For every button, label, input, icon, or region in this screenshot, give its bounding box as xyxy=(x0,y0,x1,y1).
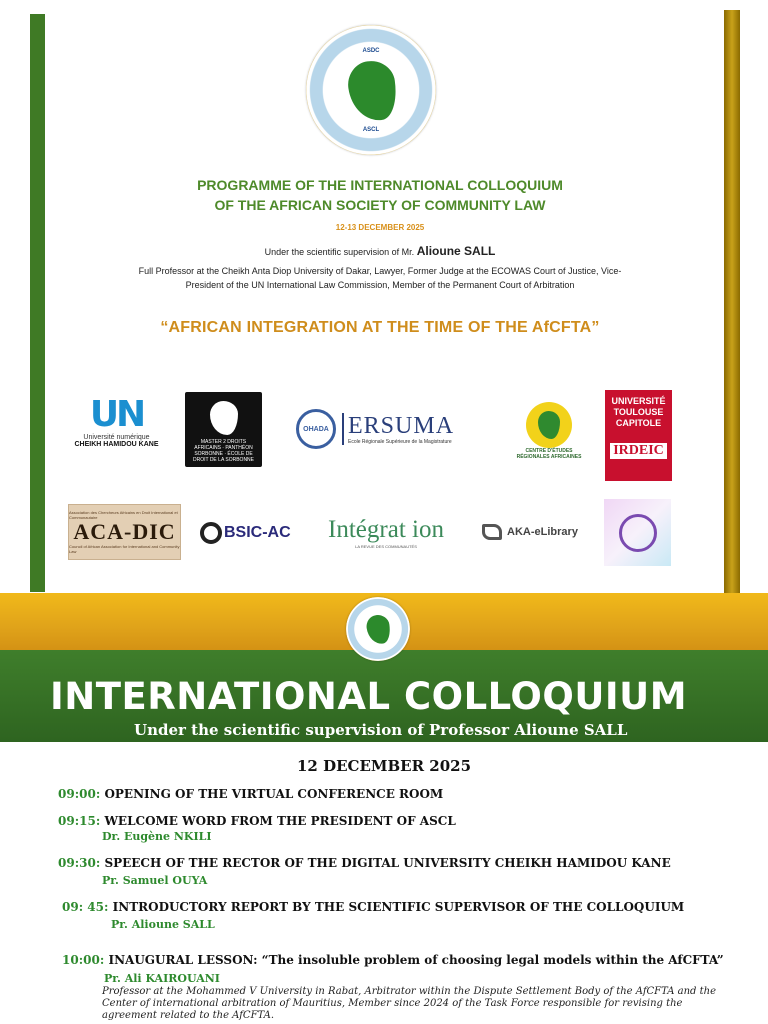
item-title: OPENING OF THE VIRTUAL CONFERENCE ROOM xyxy=(104,787,444,801)
bio-line2: President of the UN International Law Commission, Member of the Permanent Court of Arbitration xyxy=(185,280,575,290)
magnifier-icon xyxy=(200,522,222,544)
aka-elibrary-logo xyxy=(478,518,582,546)
ersuma-subtitle: Ecole Régionale Supérieure de la Magistrature xyxy=(348,439,452,445)
supervisor-name: Alioune SALL xyxy=(416,244,496,258)
toulouse-capitole-logo xyxy=(605,390,672,481)
ohada-ersuma-logo xyxy=(288,405,488,453)
cera-logo-text: CENTRE D'ÉTUDES RÉGIONALES AFRICAINES xyxy=(516,448,582,460)
partner-emblem-logo xyxy=(604,499,671,566)
ascl-seal-logo xyxy=(306,25,436,155)
supervisor-bio xyxy=(95,264,665,292)
item-time: 09:30: xyxy=(58,856,101,870)
colloquium-theme: “AFRICAN INTEGRATION AT THE TIME OF THE AfCFTA” xyxy=(160,319,600,336)
item-title: WELCOME WORD FROM THE PRESIDENT OF ASCL xyxy=(104,814,456,828)
integration-review-logo xyxy=(318,512,454,552)
item-time: 10:00: xyxy=(62,953,105,967)
integration-name: Intégrat ion xyxy=(328,515,444,543)
item-time: 09:00: xyxy=(58,787,101,801)
cera-logo xyxy=(516,398,582,464)
programme-title-line1: PROGRAMME OF THE INTERNATIONAL COLLOQUIUM xyxy=(197,177,563,193)
programme-title-line2: OF THE AFRICAN SOCIETY OF COMMUNITY LAW xyxy=(214,197,546,213)
toulouse-line1: UNIVERSITÉ xyxy=(611,396,666,406)
supervision-prefix: Under the scientific supervision of Mr. xyxy=(264,247,415,257)
un-cheikh-hamidou-kane-logo xyxy=(69,381,164,463)
africa-map-icon xyxy=(538,411,560,439)
seal-bottom-text: ASCL xyxy=(362,126,380,133)
item-time: 09:15: xyxy=(58,814,101,828)
un-logo-line1: Université numérique xyxy=(83,434,150,441)
irdeic-label: IRDEIC xyxy=(610,443,667,459)
item-title: INTRODUCTORY REPORT BY THE SCIENTIFIC SUPERVISOR OF THE COLLOQUIUM xyxy=(112,900,685,914)
item-time: 09: 45: xyxy=(62,900,109,914)
africa-map-icon xyxy=(365,613,392,645)
seal-top-text: ASDC xyxy=(362,48,380,55)
programme-item xyxy=(58,856,671,870)
banner-title: INTERNATIONAL COLLOQUIUM xyxy=(50,675,688,718)
acadic-name: ACA-DIC xyxy=(73,519,176,544)
aca-dic-logo xyxy=(68,504,181,560)
supervision-line xyxy=(80,244,680,258)
item-speaker: Pr. Alioune SALL xyxy=(111,918,215,931)
integration-subtitle: LA REVUE DES COMMUNAUTÉS xyxy=(355,543,417,549)
obsic-name: BSIC-AC xyxy=(224,524,291,541)
programme-item xyxy=(58,787,443,801)
day-title: 12 DECEMBER 2025 xyxy=(296,757,472,775)
toulouse-line3: CAPITOLE xyxy=(615,418,662,428)
un-mark: UN xyxy=(89,394,144,435)
un-logo-line2: CHEIKH HAMIDOU KANE xyxy=(74,441,159,448)
programme-item xyxy=(62,953,724,967)
pantheon-sorbonne-logo xyxy=(185,392,262,467)
cera-emblem xyxy=(526,402,572,448)
acadic-bottom-text: Council of African Association for International and Community Law xyxy=(69,544,180,554)
acadic-top-text: Association des Chercheurs Africains en Droit International et Communautaire xyxy=(69,510,178,520)
programme-item xyxy=(62,900,684,914)
item-title: SPEECH OF THE RECTOR OF THE DIGITAL UNIVERSITY CHEIKH HAMIDOU KANE xyxy=(104,856,671,870)
programme-item xyxy=(58,814,456,828)
aka-name: AKA-eLibrary xyxy=(507,526,578,538)
right-gold-border xyxy=(724,10,740,593)
item-speaker: Dr. Eugène NKILI xyxy=(102,830,212,843)
obsic-ac-logo xyxy=(200,514,296,552)
pantheon-logo-text: MASTER 2 DROITS AFRICAINS · PANTHÉON SORBONNE · ÉCOLE DE DROIT DE LA SORBONNE xyxy=(192,438,255,463)
programme-dates: 12-13 DECEMBER 2025 xyxy=(335,223,425,232)
ascl-seal-small-logo xyxy=(346,597,410,661)
left-green-border xyxy=(30,14,45,592)
toulouse-line2: TOULOUSE xyxy=(613,407,664,417)
ohada-badge: OHADA xyxy=(296,409,336,449)
ersuma-name: ERSUMA xyxy=(348,413,455,439)
bio-line1: Full Professor at the Cheikh Anta Diop University of Dakar, Lawyer, Former Judge at the ECOWAS Court of Justice, Vice- xyxy=(138,266,622,276)
africa-map-icon xyxy=(345,58,400,124)
speaker-bio: Professor at the Mohammed V University in Rabat, Arbitrator within the Dispute Settlement Body of the AfCFTA and the Center of international arbitration of Mauritius, Member since 2024 of the Task Force responsible for revising the agreement related to the AfCFTA. xyxy=(102,986,716,1021)
item-speaker: Pr. Samuel OUYA xyxy=(102,874,208,887)
item-speaker: Pr. Ali KAIROUANI xyxy=(104,972,220,985)
ring-emblem-icon xyxy=(619,514,657,552)
africa-map-icon xyxy=(210,401,238,435)
item-title: INAUGURAL LESSON: “The insoluble problem of choosing legal models within the AfCFTA” xyxy=(108,953,724,967)
ersuma-wordmark xyxy=(342,413,454,445)
book-icon xyxy=(482,524,502,540)
banner-subtitle: Under the scientific supervision of Professor Alioune SALL xyxy=(134,721,628,739)
